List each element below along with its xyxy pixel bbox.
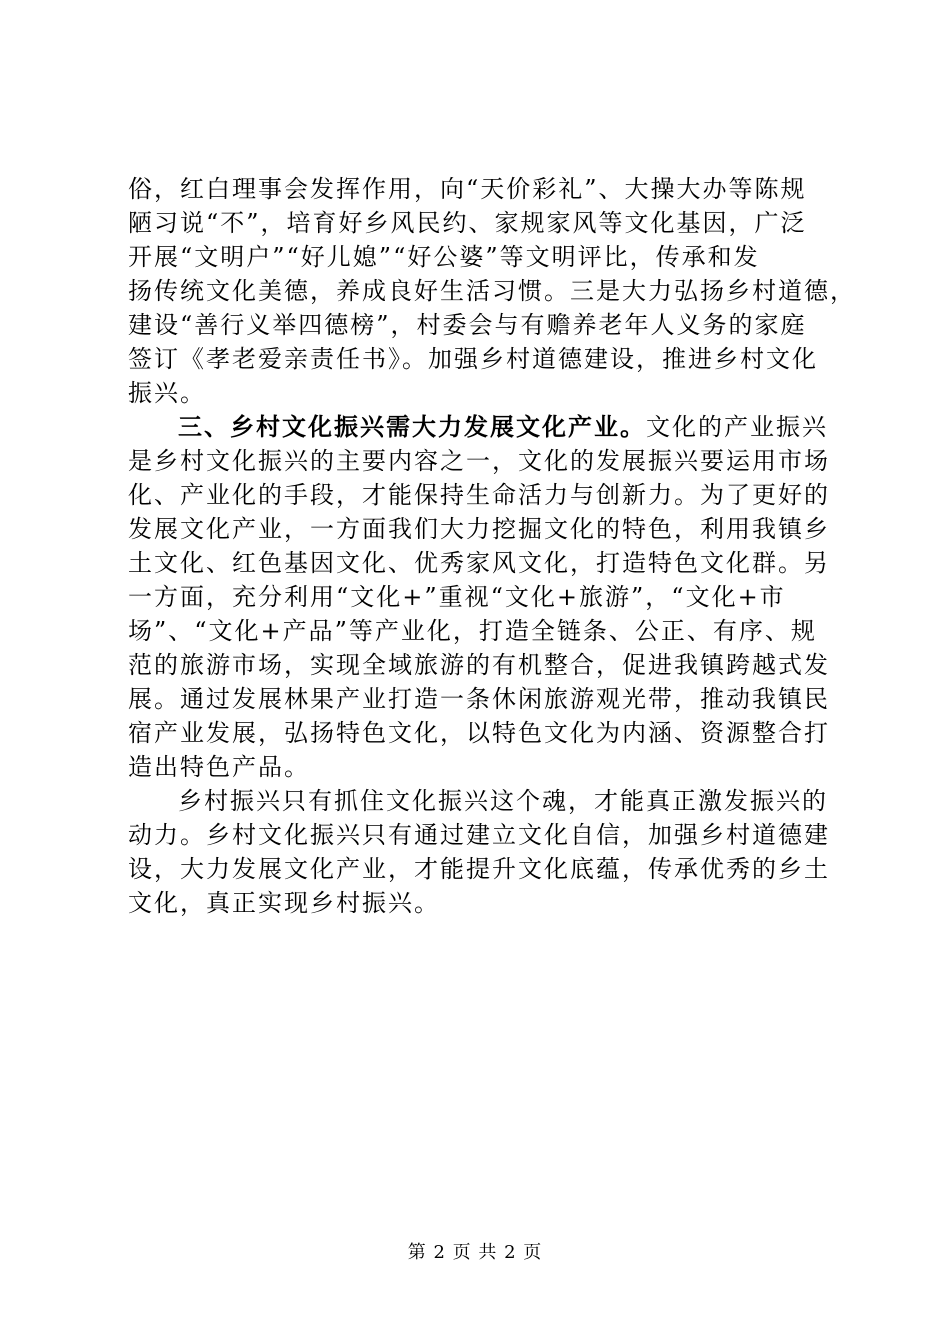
paragraph-line: 陋习说“不”，培育好乡风民约、家规家风等文化基因，广泛 <box>128 209 807 237</box>
section-3-heading: 三、乡村文化振兴需大力发展文化产业。 <box>178 412 646 441</box>
section-3-first-line <box>128 410 828 444</box>
document-body <box>128 172 856 920</box>
paragraph-line: 造出特色产品。 <box>128 753 310 781</box>
section-3-paragraph <box>128 410 828 784</box>
conclusion-first-line: 乡村振兴只有抓住文化振兴这个魂，才能真正激发振兴的 <box>178 787 828 815</box>
paragraph-line: 设，大力发展文化产业，才能提升文化底蕴，传承优秀的乡土 <box>128 855 830 883</box>
paragraph-line: 开展“文明户”“好儿媳”“好公婆”等文明评比，传承和发 <box>128 243 760 271</box>
paragraph-line: 范的旅游市场，实现全域旅游的有机整合，促进我镇跨越式发 <box>128 651 830 679</box>
paragraph-line: 签订《孝老爱亲责任书》。加强乡村道德建设，推进乡村文化 <box>128 345 818 373</box>
paragraph-line: 土文化、红色基因文化、优秀家风文化，打造特色文化群。另 <box>128 549 830 577</box>
paragraph-line: 化、产业化的手段，才能保持生命活力与创新力。为了更好的 <box>128 481 830 509</box>
section-3-first-line-text: 文化的产业振兴 <box>646 413 828 441</box>
paragraph-line: 建设“善行义举四德榜”，村委会与有赡养老年人义务的家庭 <box>128 311 807 339</box>
paragraph-line: 宿产业发展，弘扬特色文化，以特色文化为内涵、资源整合打 <box>128 719 830 747</box>
paragraph-line: 一方面，充分利用“文化+”重视“文化+旅游”，“文化+市 <box>128 583 786 611</box>
paragraph-line: 是乡村文化振兴的主要内容之一，文化的发展振兴要运用市场 <box>128 447 830 475</box>
paragraph-line: 展。通过发展林果产业打造一条休闲旅游观光带，推动我镇民 <box>128 685 830 713</box>
paragraph-line: 文化，真正实现乡村振兴。 <box>128 889 440 917</box>
paragraph-line: 场”、“文化+产品”等产业化，打造全链条、公正、有序、规 <box>128 617 817 645</box>
paragraph-1 <box>128 172 856 410</box>
paragraph-line: 振兴。 <box>128 379 206 407</box>
page-number-footer: 第 2 页 共 2 页 <box>407 1242 543 1263</box>
paragraph-line: 扬传统文化美德，养成良好生活习惯。三是大力弘扬乡村道德， <box>128 277 856 305</box>
paragraph-line: 动力。乡村文化振兴只有通过建立文化自信，加强乡村道德建 <box>128 821 830 849</box>
paragraph-line: 发展文化产业，一方面我们大力挖掘文化的特色，利用我镇乡 <box>128 515 830 543</box>
paragraph-line: 俗，红白理事会发挥作用，向“天价彩礼”、大操大办等陈规 <box>128 175 807 203</box>
conclusion-paragraph <box>128 784 828 920</box>
